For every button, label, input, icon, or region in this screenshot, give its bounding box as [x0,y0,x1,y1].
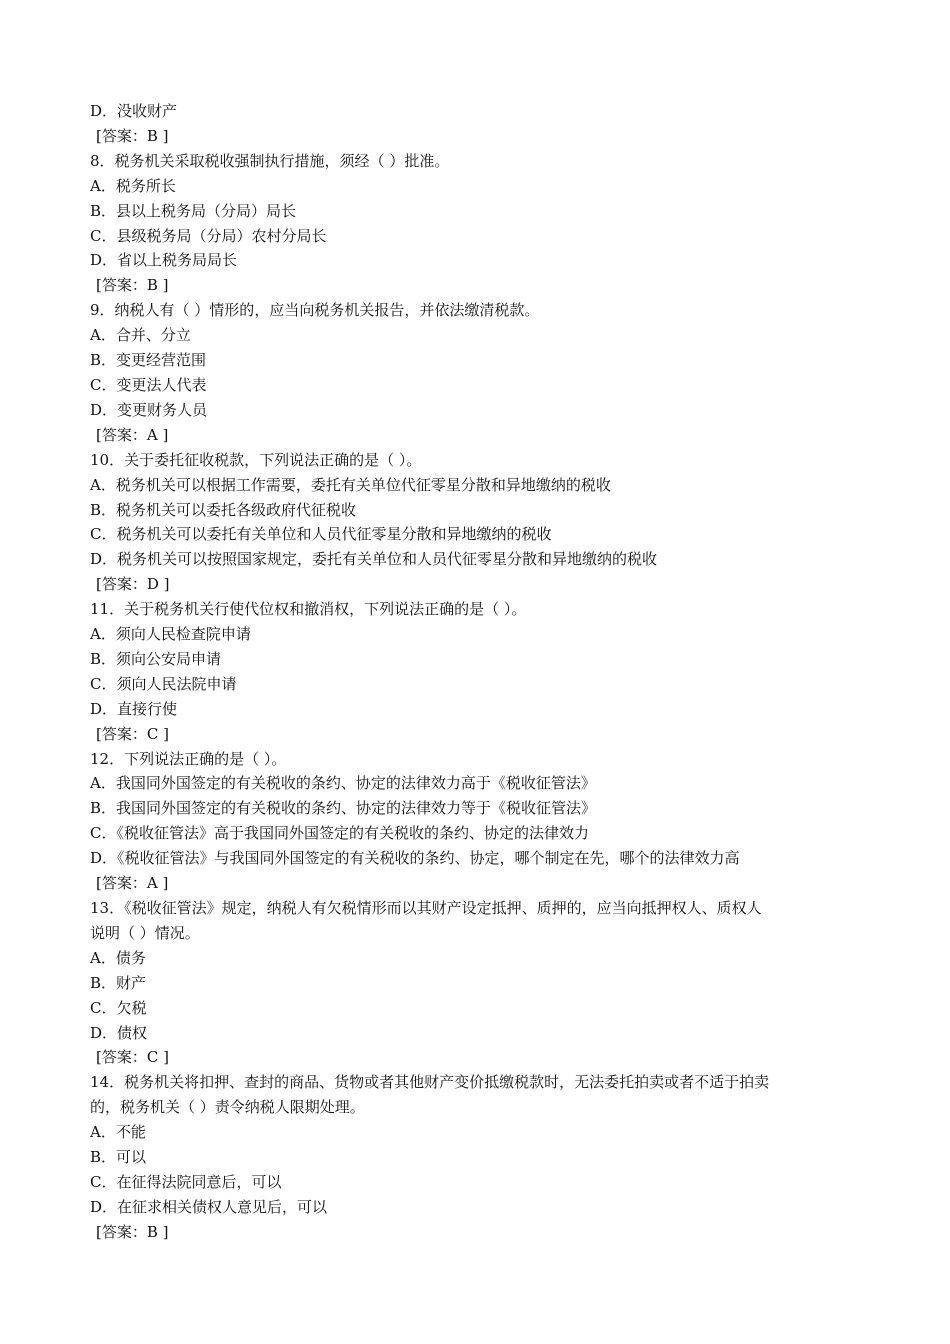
option-c: C．欠税 [90,998,147,1017]
option-a: A．税务所长 [90,176,176,195]
option-c: C．变更法人代表 [90,375,207,394]
option-c: C．税务机关可以委托有关单位和人员代征零星分散和异地缴纳的税收 [90,525,552,544]
option-a: A．债务 [90,948,146,967]
question-stem-line-2: 说明（ ）情况。 [90,923,200,942]
answer: [答案：A ] [96,425,169,444]
answer: [答案：A ] [96,874,169,893]
option-d: D．直接行使 [90,699,178,718]
question-8 [90,149,870,298]
option-a: A．须向人民检查院申请 [90,625,251,644]
question-stem: 11．关于税务机关行使代位权和撤消权，下列说法正确的是（ ）。 [90,600,527,619]
question-10 [90,448,870,597]
option-a: A．合并、分立 [90,326,191,345]
question-stem-line-1: 14．税务机关将扣押、查封的商品、货物或者其他财产变价抵缴税款时，无法委托拍卖或者不适于拍卖 [90,1073,770,1092]
option-d: D．税务机关可以按照国家规定，委托有关单位和人员代征零星分散和异地缴纳的税收 [90,550,658,569]
option-d: D．变更财务人员 [90,400,208,419]
option-c: C．须向人民法院申请 [90,674,237,693]
option-d: D．省以上税务局局长 [90,251,238,270]
question-9 [90,298,870,447]
question-stem-line-2: 的，税务机关（ ）责令纳税人限期处理。 [90,1098,365,1117]
question-stem-line-1: 13．《税收征管法》规定，纳税人有欠税情形而以其财产设定抵押、质押的，应当向抵押权人、质权人 [90,899,762,917]
answer: [答案：D ] [96,575,170,594]
question-stem: 12．下列说法正确的是（ ）。 [90,749,287,768]
answer: [答案：B ] [96,276,169,295]
option-b: B．税务机关可以委托各级政府代征税收 [90,500,357,519]
option-b: B．可以 [90,1148,147,1167]
answer: [答案：C ] [96,1048,169,1067]
question-14 [90,1070,870,1244]
question-13 [90,896,870,1070]
option-d: D．《税收征管法》与我国同外国签定的有关税收的条约、协定，哪个制定在先，哪个的法律效力高 [90,849,740,868]
option-c: C．《税收征管法》高于我国同外国签定的有关税收的条约、协定的法律效力 [90,824,589,843]
answer: [答案：B ] [96,1222,169,1241]
question-stem: 10．关于委托征收税款，下列说法正确的是（ ）。 [90,450,422,469]
option-a: A．我国同外国签定的有关税收的条约、协定的法律效力高于《税收征管法》 [90,774,596,793]
document-page [90,99,870,1245]
option-b: B．县以上税务局（分局）局长 [90,201,297,220]
option-a: A．不能 [90,1123,146,1142]
question-11 [90,597,870,746]
option-b: B．财产 [90,973,147,992]
option-b: B．变更经营范围 [90,351,207,370]
question-stem: 9．纳税人有（ ）情形的，应当向税务机关报告，并依法缴清税款。 [90,301,540,320]
answer: [答案：C ] [96,724,169,743]
question-12 [90,747,870,896]
option-c: C．县级税务局（分局）农村分局长 [90,226,327,245]
question-stem: 8．税务机关采取税收强制执行措施，须经（ ）批准。 [90,151,450,170]
option-c: C．在征得法院同意后，可以 [90,1172,282,1191]
option-b: B．须向公安局申请 [90,649,222,668]
option-d: D．债权 [90,1023,148,1042]
option-a: A．税务机关可以根据工作需要，委托有关单位代征零星分散和异地缴纳的税收 [90,475,611,494]
option-b: B．我国同外国签定的有关税收的条约、协定的法律效力等于《税收征管法》 [90,799,597,818]
option-d-prev: D．没收财产 [90,102,178,120]
answer-prev: [答案：B ] [96,126,169,145]
option-d: D．在征求相关债权人意见后，可以 [90,1197,328,1216]
